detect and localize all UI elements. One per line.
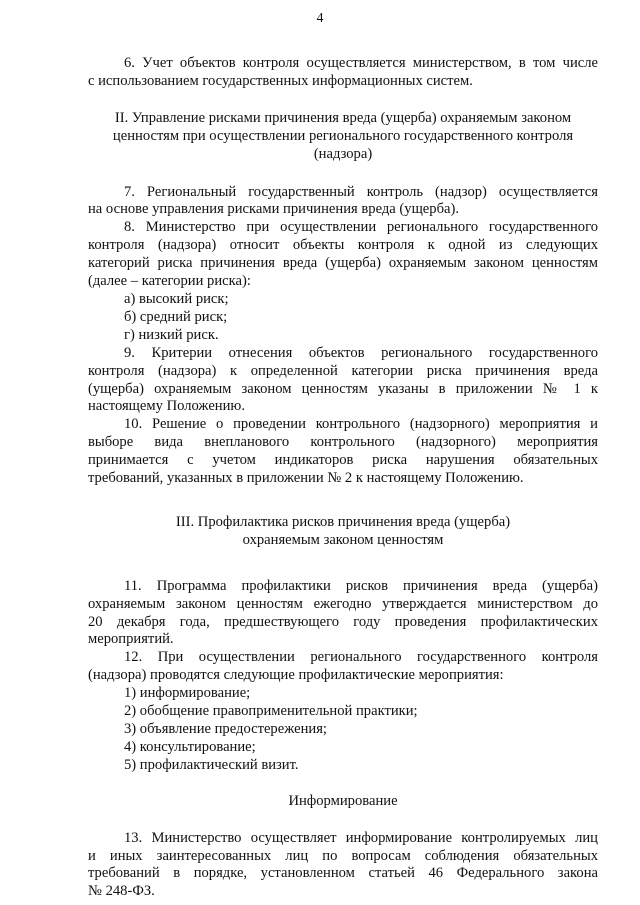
paragraph-11-line: охраняемым законом ценностям ежегодно утверждается министерством до bbox=[88, 595, 598, 612]
paragraph-8-line: (далее – категории риска): bbox=[88, 273, 251, 290]
section-2-heading-line: ценностям при осуществлении регионального государственного контроля bbox=[112, 127, 574, 144]
paragraph-11-line: мероприятий. bbox=[88, 631, 174, 648]
paragraph-10-line: требований, указанных в приложении № 2 к настоящему Положению. bbox=[88, 470, 524, 487]
paragraph-8-line: 8. Министерство при осуществлении регионального государственного bbox=[124, 219, 598, 236]
paragraph-9-line: 9. Критерии отнесения объектов регионального государственного bbox=[124, 344, 598, 361]
paragraph-9-line: настоящему Положению. bbox=[88, 398, 245, 415]
paragraph-8 bbox=[88, 219, 598, 291]
paragraph-6-line: 6. Учет объектов контроля осуществляется министерством, в том числе bbox=[124, 55, 598, 71]
paragraph-9-line: (ущерба) охраняемым законом ценностям указаны в приложении № 1 к bbox=[88, 380, 598, 397]
paragraph-12-line: 12. При осуществлении регионального государственного контроля bbox=[124, 649, 598, 666]
section-2-heading-line: II. Управление рисками причинения вреда (ущерба) охраняемым законом bbox=[114, 109, 572, 126]
paragraph-13-line: № 248-ФЗ. bbox=[88, 883, 155, 900]
list-item: 2) обобщение правоприменительной практики; bbox=[124, 703, 418, 720]
section-2-heading-line: (надзора) bbox=[313, 145, 373, 162]
paragraph-7-line: на основе управления рисками причинения вреда (ущерба). bbox=[88, 201, 459, 218]
section-3-heading-line: III. Профилактика рисков причинения вреда (ущерба) bbox=[175, 513, 511, 530]
paragraph-10-line: выборе вида внепланового контрольного (надзорного) мероприятия bbox=[88, 434, 598, 451]
section-3-heading-line: охраняемым законом ценностям bbox=[242, 531, 444, 548]
paragraph-13 bbox=[88, 830, 598, 902]
paragraph-7-line: 7. Региональный государственный контроль (надзор) осуществляется bbox=[124, 183, 598, 200]
paragraph-13-line: требований в порядке, установленном статьей 46 Федерального закона bbox=[88, 865, 598, 882]
paragraph-11-line: 20 декабря года, предшествующего году проведения профилактических bbox=[88, 613, 598, 630]
list-item: г) низкий риск. bbox=[124, 326, 219, 343]
informing-heading: Информирование bbox=[288, 792, 398, 809]
list-item: 1) информирование; bbox=[124, 685, 251, 702]
paragraph-13-line: 13. Министерство осуществляет информирование контролируемых лиц bbox=[124, 829, 598, 846]
paragraph-12 bbox=[88, 649, 598, 685]
list-item: а) высокий риск; bbox=[124, 290, 229, 307]
paragraph-11-line: 11. Программа профилактики рисков причинения вреда (ущерба) bbox=[124, 577, 598, 594]
list-item: 5) профилактический визит. bbox=[124, 756, 299, 773]
paragraph-11 bbox=[88, 578, 598, 650]
section-3-heading bbox=[88, 514, 598, 550]
paragraph-10 bbox=[88, 416, 598, 488]
list-item: 4) консультирование; bbox=[124, 738, 256, 755]
paragraph-9 bbox=[88, 345, 598, 417]
page-number: 4 bbox=[316, 11, 324, 26]
paragraph-9-line: контроля (надзора) к определенной категории риска причинения вреда bbox=[88, 362, 598, 379]
section-2-heading bbox=[88, 110, 598, 164]
paragraph-6 bbox=[88, 55, 598, 91]
list-item: 3) объявление предостережения; bbox=[124, 721, 327, 737]
list-item: б) средний риск; bbox=[124, 308, 228, 325]
paragraph-7 bbox=[88, 184, 598, 220]
paragraph-10-line: принимается с учетом индикаторов риска нарушения обязательных bbox=[88, 452, 598, 469]
paragraph-6-line: с использованием государственных информационных систем. bbox=[88, 72, 473, 89]
paragraph-8-line: категорий риска причинения вреда (ущерба) охраняемым законом ценностям bbox=[88, 255, 598, 272]
paragraph-10-line: 10. Решение о проведении контрольного (надзорного) мероприятия и bbox=[124, 416, 598, 433]
paragraph-8-line: контроля (надзора) относит объекты контроля к одной из следующих bbox=[88, 237, 598, 254]
paragraph-13-line: и иных заинтересованных лиц по вопросам соблюдения обязательных bbox=[88, 847, 598, 864]
paragraph-12-line: (надзора) проводятся следующие профилактические мероприятия: bbox=[88, 667, 504, 684]
